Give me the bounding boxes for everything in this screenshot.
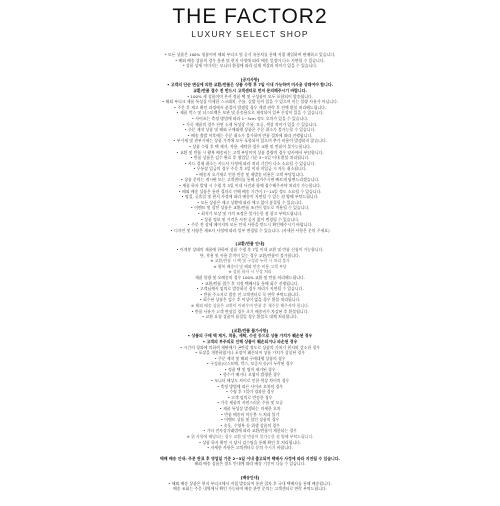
section-heading: [교환/반품 불가사항] [231,327,269,333]
section-line: ※ 해외 배송 상품은 교환이 어려우며 반품 후 재주문 해주셔야 합니다. [190,302,310,308]
section-line: • 이벤트 및 할인 상품은 교환/반품 조건이 별도로 적용될 수 있습니다. [190,205,310,211]
section-line: • 상품의 구매 택 제거, 착용, 세탁, 수선 등으로 상품 가치가 훼손된 경우 [187,333,313,339]
section-line: • 해외 배송 상품은 현지 부티크에서 직접 발송되며 통관 절차 후 국내 택배사를 통해 배송됩니다. [168,480,332,486]
section-line: 택배 배송 안내: 주문 완료 후 영업일 기준 2~3일 이내 출고되며 택배사 사정에 따라 지연될 수 있습니다. [160,455,340,461]
section-gap [32,320,468,325]
section-line: • 반품 사유가 고객 변심일 경우 초기 배송비가 차감된 후 환불됩니다. [191,308,309,314]
brand-tagline: LUXURY SELECT SHOP [191,29,309,39]
section-line: • 구성품(더스트백, 박스, 보증서 등)이 누락된 경우 [206,361,294,367]
section-line: • 명절, 공휴일 및 현지 사정에 따라 배송이 지연될 수 있는 점 양해 부탁드립니다. [181,194,319,200]
section-line: • 포장을 개봉하였거나 포장이 훼손되어 상품 가치가 상실된 경우 [195,350,305,356]
section-gap [32,69,468,74]
policy-document [32,52,468,504]
section-line: • 교환/반품 접수 후 지정 택배사를 통해 회수 진행됩니다. [201,280,299,286]
section-line: • 최저가 보상 및 가격 조정은 불가능한 점 참고 부탁드립니다. [197,211,303,217]
section-line: • 교환 및 반품 시 왕복 배송비는 고객 부담이며 상품 불량의 경우 당사에서 부담합니다. [176,149,324,155]
section-line: • 디자인 및 사양은 제조사 사정에 따라 일부 변경될 수 있습니다. (자세한 사항은 문의 주세요) [170,227,330,233]
brand-logo: THE FACTOR2 [172,5,328,28]
section-line: • 측정 방법에 따른 사이즈 오차의 경우 [216,383,284,389]
section-line: 배송 조회는 주문 내역에서 확인 가능하며 배송 관련 문의는 고객센터로 연락 부탁드립니다. [173,486,327,492]
section-line: • 상품 수령 후 택 제거, 착용, 세탁한 경우 교환 및 반품이 불가능합니다. [188,143,312,149]
section-line: ※ 교환/반품 시 택 및 구성품 누락 시 처리 불가 [210,258,290,264]
section-line: • 상품 문의는 게시판 또는 고객센터를 통해 남겨주시면 빠르게 답변드리겠습니다. [180,177,320,183]
section-line: • 상품 하자 확인 시 당사 검수팀을 통해 확인 후 처리됩니다. [198,439,302,445]
section-line: • 모든 상품은 재고 상황에 따라 예고 없이 품절될 수 있습니다. [196,199,304,205]
intro-line: * 모든 상품은 100% 정품이며 해외 부티크 및 공식 유통처를 통해 직접 매입하여 판매하고 있습니다. [164,52,336,57]
section-line: • 이벤트 상품 및 할인 상품의 경우 [220,417,280,423]
section-line: • 주문 후 재고 확인 과정에서 품절이 발생할 경우 개별 연락 후 전액 환불 처리해드립니다. [173,104,327,110]
section-line: • 수령 후 7일이 경과한 경우 [225,389,275,395]
section-line: • 제품 특성상 발생하는 미세한 오차 [219,406,281,412]
section-line: 단, 착용 및 사용 흔적이 있는 경우 교환/반품이 불가합니다. [199,252,301,258]
section-line: • 향수가 배거나 오염이 발생한 경우 [219,372,281,378]
section-gap [32,233,468,238]
section-line: ※ 왕복 배송비 및 해외 반송 비용 고객 부담 [213,263,287,269]
section-line: • 무통장 입금의 경우 주문 후 3일 이내 미입금 시 자동 취소됩니다. [193,166,307,172]
section-gap [32,467,468,472]
section-line: • 제품 하자 발생 시 수령 후 3일 이내 사진과 함께 접수해주셔야 처리가 가능합니다. [178,183,322,189]
intro-line: * 상품 상세 이미지는 모니터 환경에 따라 실제 색상과 차이가 있을 수 있습니다. [182,63,318,69]
section-line: • 고객 임의로 반송한 경우 [227,394,273,400]
section-line: • 반품 주소지로 발송 전 고객센터로 꼭 연락 부탁드립니다. [200,291,300,297]
section-line: • 부가세 및 관부가세는 상품 가격에 모두 포함되어 있으며 추가 비용이 발생하지 않습니다. [173,138,327,144]
section-line: • 사이즈는 측정 방법에 따라 1~3cm 정도 오차가 있을 수 있습니다. [191,115,309,121]
section-line: • 카드 결제 취소는 카드사 사정에 따라 처리 기간이 다소 소요될 수 있습니다. [184,160,316,166]
section-line: • 미개봉 상태의 제품에 한하여 상품 수령 후 7일 이내 교환 및 반품 신청이 가능합니다. [176,247,324,252]
section-line: • 회수된 상품은 검수 후 이상이 없을 경우 환불 처리됩니다. [199,297,301,303]
section-line: • 배송 출발 이후에는 주문 취소가 불가하며 반품 절차에 따라 진행됩니다. [187,132,313,138]
section-line: • 해외 배송 상품은 통관 절차로 인해 배송 기간이 7~14일 정도 소요될 수 있습니다. [178,188,322,194]
section-line: • 100% 새 상품이며 본사 정품 택 및 구성품이 모두 포함되어 발송됩니다. [187,93,313,99]
section-line: ※ 상품 하자 시 무상 처리 [228,269,272,275]
section-line: • 고객의 부주의로 인해 상품이 훼손되거나 파손된 경우 [202,338,298,344]
section-line: • 모니터 해상도 차이로 인한 색상 차이의 경우 [210,378,290,384]
section-line: 교환/반품 접수 전 반드시 고객센터로 먼저 문의해주시기 바랍니다. [193,87,307,93]
section-line: • 고객의 단순 변심에 의한 교환/반품은 상품 수령 후 7일 이내 가능하며 미사용 상태여야 합니다. [166,82,334,88]
section-line: • 가죽 제품의 경우 천연 소재 특성상 주름, 모공, 색상 차이가 있을 수 있습니다. [182,121,318,127]
section-line: • 주문 제작 상품 및 해외 구매대행 상품은 주문 취소가 불가능할 수 있습니다. [184,127,316,133]
section-line: • 기타 전자상거래법에 따라 교환/반품이 제한되는 경우 [203,428,297,434]
section-line: ※ 위 사항에 해당되는 경우 교환 및 반품이 불가능한 점 양해 부탁드립니다. [186,434,314,439]
section-heading: [배송안내] [240,474,260,480]
section-heading: [교환/반품 안내] [235,241,265,247]
section-line: • 교환 요청 상품이 품절일 경우 환불로 대체 처리됩니다. [201,314,299,320]
section-line: • 배송지 오기재로 인한 반송 및 재발송 비용은 고객 부담입니다. [195,171,305,177]
section-line: • 반품 배송비 미동봉 시 처리 불가 [220,411,280,417]
section-line: • 해외 부티크 제품 특성상 미세한 스크래치, 주름, 실밥 등이 있을 수 있으며 이는 불량 사유가 아닙니다. [161,99,339,105]
section-line: • 주문 전 상세 페이지의 모든 안내 사항을 반드시 확인해주시기 바랍니다. [187,222,313,228]
section-line: • 고객님께서 임의로 발송하신 경우 처리가 지연될 수 있습니다. [196,286,304,292]
brand-header [0,6,500,39]
section-line: • 제품 박스 및 더스트백은 보관 및 운송용으로 제작되어 일부 손상이 있을 수 있습니다. [176,110,324,116]
section-line: • 정품 택 및 씰이 제거된 경우 [224,366,276,372]
section-heading: [공지사항] [240,76,260,82]
intro-line: * 해외 배송 상품의 경우 통관 및 현지 사정에 따라 배송 일정이 다소 지연될 수 있습니다. [175,57,325,63]
section-line: • 자세한 사항은 고객센터로 문의 주시기 바랍니다. [206,445,294,451]
section-line: • 시간의 경과에 의하여 재판매가 곤란할 정도로 상품의 가치가 현저히 감소한 경우 [180,344,320,350]
section-line: • 주문 제작 및 해외 구매대행 상품의 경우 [214,355,286,361]
section-line: 제품 불량 및 오배송의 경우 100% 교환 및 반품 처리해드립니다. [195,274,305,280]
section-line: • 가죽 제품의 자연스러운 주름 및 모공 [216,400,284,406]
section-line: • 상품 정보 및 가격은 사전 공지 없이 변경될 수 있습니다. [200,216,300,222]
section-line: 해외 배송 상품은 별도 안내에 따라 배송 기간이 다를 수 있습니다. [194,461,306,467]
section-line: • 반품 상품은 검수 완료 후 영업일 기준 3~5일 이내 환불 처리됩니다. [190,155,310,161]
section-line: • 속옷, 수영복 등 위생 상품의 경우 [220,422,280,428]
